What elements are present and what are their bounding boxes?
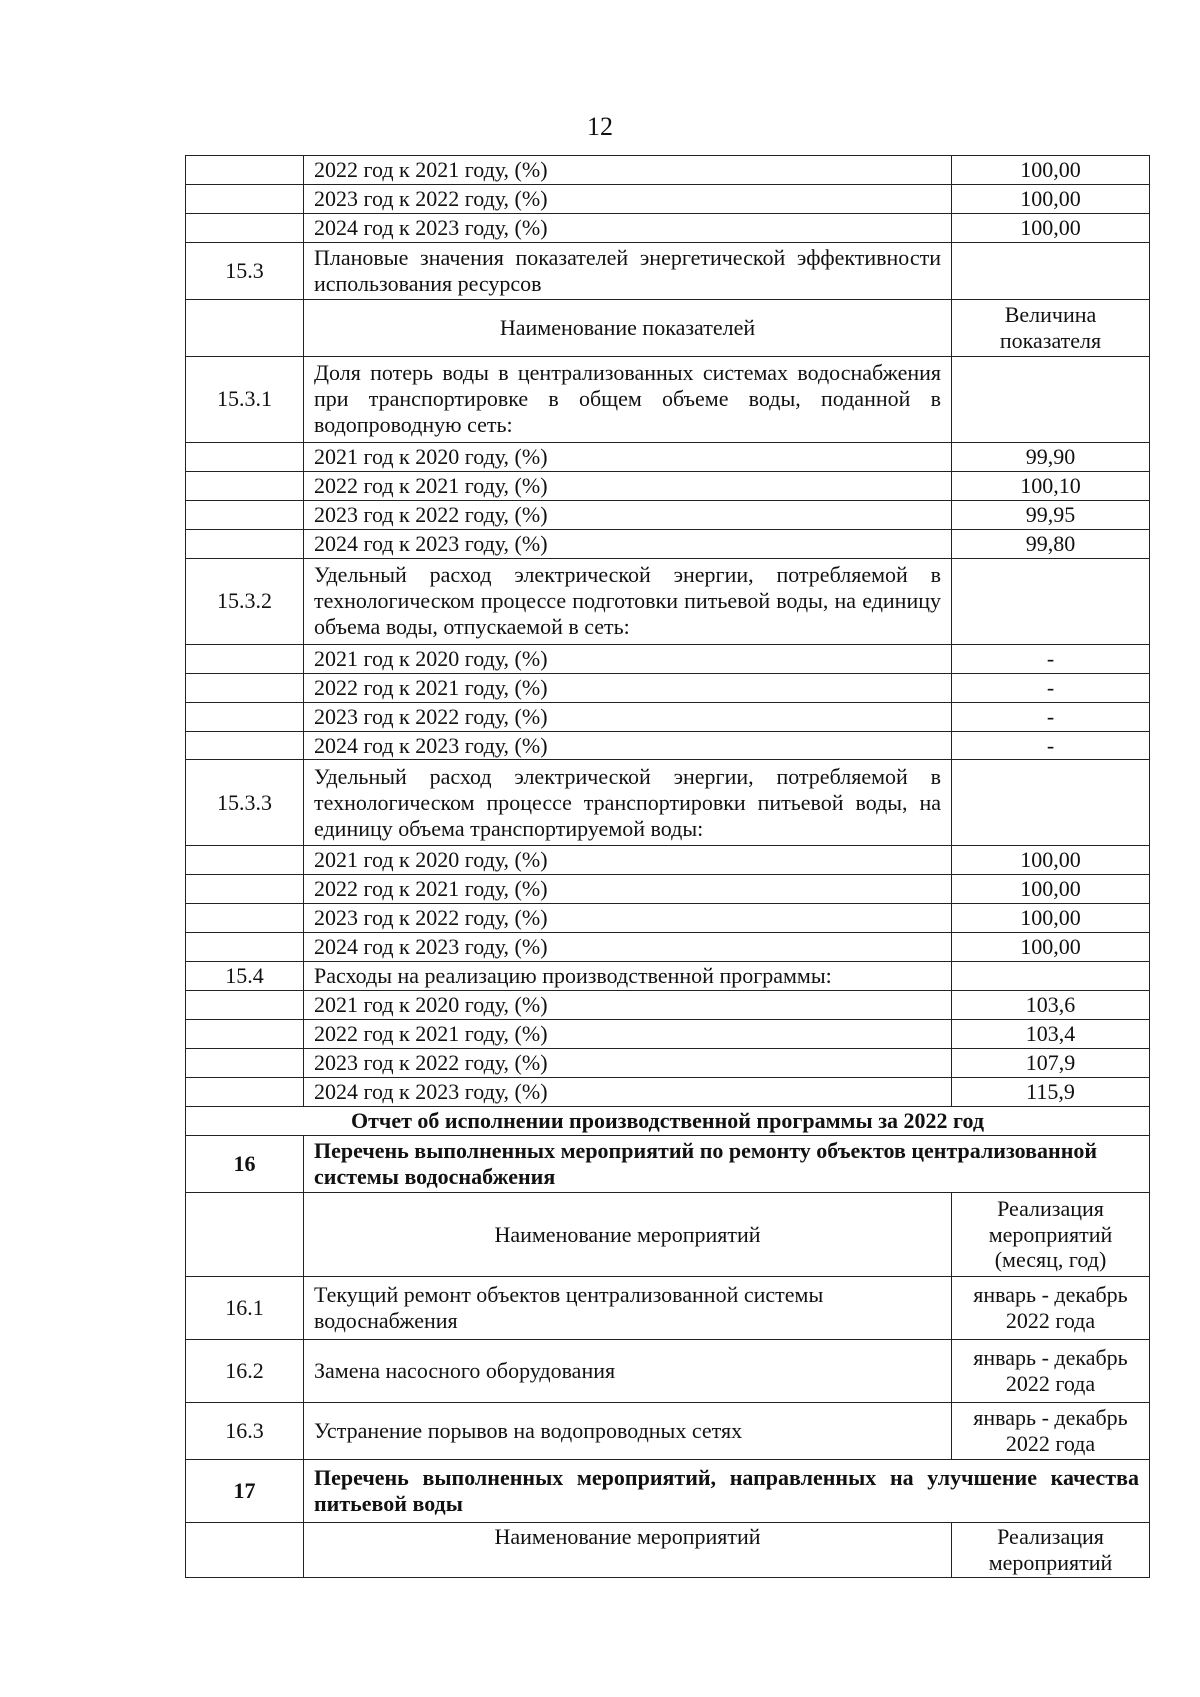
table-row xyxy=(186,731,1150,760)
number-cell xyxy=(186,471,304,500)
section-row xyxy=(186,760,1150,846)
row-value: - xyxy=(952,644,1150,673)
table-row xyxy=(186,184,1150,213)
section-number: 15.3.2 xyxy=(186,558,304,644)
column-header-value: Реализация мероприятий xyxy=(952,1523,1150,1578)
section-number: 15.3.1 xyxy=(186,356,304,442)
header-row xyxy=(186,1193,1150,1277)
number-cell xyxy=(186,184,304,213)
empty-cell xyxy=(952,242,1150,299)
table-row xyxy=(186,442,1150,471)
number-cell xyxy=(186,213,304,242)
column-header-name: Наименование мероприятий xyxy=(304,1523,952,1578)
row-value: 100,10 xyxy=(952,471,1150,500)
header-row xyxy=(186,1523,1150,1578)
empty-cell xyxy=(952,356,1150,442)
section-number: 15.3.3 xyxy=(186,760,304,846)
item-name: Текущий ремонт объектов централизованной системы водоснабжения xyxy=(304,1277,952,1340)
row-value: 103,6 xyxy=(952,991,1150,1020)
header-row xyxy=(186,299,1150,356)
number-cell xyxy=(186,156,304,185)
row-label: 2023 год к 2022 году, (%) xyxy=(304,1049,952,1078)
page-number: 12 xyxy=(587,112,613,141)
row-value: 99,95 xyxy=(952,500,1150,529)
row-label: 2024 год к 2023 году, (%) xyxy=(304,529,952,558)
row-value: 103,4 xyxy=(952,1020,1150,1049)
row-label: 2023 год к 2022 году, (%) xyxy=(304,184,952,213)
section-number: 15.3 xyxy=(186,242,304,299)
report-title: Отчет об исполнении производственной программы за 2022 год xyxy=(186,1107,1150,1136)
empty-cell xyxy=(952,962,1150,991)
number-cell xyxy=(186,644,304,673)
item-number: 16.1 xyxy=(186,1277,304,1340)
empty-cell xyxy=(186,1523,304,1578)
column-header-name: Наименование показателей xyxy=(304,299,952,356)
row-label: 2021 год к 2020 году, (%) xyxy=(304,442,952,471)
table-row xyxy=(186,529,1150,558)
row-value: 100,00 xyxy=(952,213,1150,242)
table-row xyxy=(186,471,1150,500)
section-row xyxy=(186,962,1150,991)
row-value: 100,00 xyxy=(952,846,1150,875)
table-row xyxy=(186,904,1150,933)
row-label: 2022 год к 2021 году, (%) xyxy=(304,875,952,904)
row-label: 2022 год к 2021 году, (%) xyxy=(304,1020,952,1049)
number-cell xyxy=(186,500,304,529)
section-title: Доля потерь воды в централизованных системах водоснабжения при транспортировке в общем объеме воды, поданной в водопроводную сеть: xyxy=(304,356,952,442)
row-value: - xyxy=(952,673,1150,702)
section-number: 16 xyxy=(186,1136,304,1193)
item-number: 16.2 xyxy=(186,1340,304,1403)
indicator-table xyxy=(185,155,1150,1578)
section-row xyxy=(186,242,1150,299)
number-cell xyxy=(186,702,304,731)
row-value: 100,00 xyxy=(952,156,1150,185)
column-header-value: Величина показателя xyxy=(952,299,1150,356)
row-value: 99,80 xyxy=(952,529,1150,558)
item-number: 16.3 xyxy=(186,1403,304,1460)
number-cell xyxy=(186,846,304,875)
table-row xyxy=(186,500,1150,529)
row-label: 2024 год к 2023 году, (%) xyxy=(304,731,952,760)
table-row xyxy=(186,846,1150,875)
number-cell xyxy=(186,991,304,1020)
number-cell xyxy=(186,933,304,962)
table-row xyxy=(186,1277,1150,1340)
row-label: 2023 год к 2022 году, (%) xyxy=(304,500,952,529)
empty-cell xyxy=(186,1193,304,1277)
empty-cell xyxy=(186,299,304,356)
section-number: 15.4 xyxy=(186,962,304,991)
section-row xyxy=(186,356,1150,442)
table-row xyxy=(186,673,1150,702)
empty-cell xyxy=(952,760,1150,846)
row-label: 2022 год к 2021 году, (%) xyxy=(304,156,952,185)
item-period: январь - декабрь 2022 года xyxy=(952,1403,1150,1460)
section-row xyxy=(186,558,1150,644)
row-label: 2021 год к 2020 году, (%) xyxy=(304,991,952,1020)
row-label: 2024 год к 2023 году, (%) xyxy=(304,933,952,962)
number-cell xyxy=(186,529,304,558)
row-label: 2022 год к 2021 году, (%) xyxy=(304,471,952,500)
column-header-name: Наименование мероприятий xyxy=(304,1193,952,1277)
table-row xyxy=(186,1049,1150,1078)
table-row xyxy=(186,213,1150,242)
table-row xyxy=(186,875,1150,904)
table-row xyxy=(186,933,1150,962)
number-cell xyxy=(186,1078,304,1107)
row-label: 2022 год к 2021 году, (%) xyxy=(304,673,952,702)
item-name: Устранение порывов на водопроводных сетях xyxy=(304,1403,952,1460)
section-title: Плановые значения показателей энергетической эффективности использования ресурсов xyxy=(304,242,952,299)
item-name: Замена насосного оборудования xyxy=(304,1340,952,1403)
number-cell xyxy=(186,673,304,702)
table-row xyxy=(186,1340,1150,1403)
number-cell xyxy=(186,1020,304,1049)
section-row xyxy=(186,1136,1150,1193)
row-label: 2021 год к 2020 году, (%) xyxy=(304,644,952,673)
row-value: 115,9 xyxy=(952,1078,1150,1107)
row-label: 2023 год к 2022 году, (%) xyxy=(304,904,952,933)
row-value: 100,00 xyxy=(952,933,1150,962)
row-value: 100,00 xyxy=(952,875,1150,904)
row-value: - xyxy=(952,731,1150,760)
row-label: 2024 год к 2023 году, (%) xyxy=(304,1078,952,1107)
number-cell xyxy=(186,875,304,904)
empty-cell xyxy=(952,558,1150,644)
row-value: 100,00 xyxy=(952,184,1150,213)
row-label: 2021 год к 2020 году, (%) xyxy=(304,846,952,875)
number-cell xyxy=(186,1049,304,1078)
row-label: 2024 год к 2023 году, (%) xyxy=(304,213,952,242)
section-row xyxy=(186,1460,1150,1523)
section-title: Перечень выполненных мероприятий по ремонту объектов централизованной системы водоснабжения xyxy=(304,1136,1150,1193)
number-cell xyxy=(186,904,304,933)
table-row xyxy=(186,991,1150,1020)
item-period: январь - декабрь 2022 года xyxy=(952,1277,1150,1340)
row-value: - xyxy=(952,702,1150,731)
number-cell xyxy=(186,731,304,760)
row-value: 100,00 xyxy=(952,904,1150,933)
section-title: Удельный расход электрической энергии, потребляемой в технологическом процессе транспортировки питьевой воды, на единицу объема транспортируемой воды: xyxy=(304,760,952,846)
number-cell xyxy=(186,442,304,471)
item-period: январь - декабрь 2022 года xyxy=(952,1340,1150,1403)
row-value: 99,90 xyxy=(952,442,1150,471)
table-row xyxy=(186,644,1150,673)
section-title: Перечень выполненных мероприятий, направленных на улучшение качества питьевой воды xyxy=(304,1460,1150,1523)
row-label: 2023 год к 2022 году, (%) xyxy=(304,702,952,731)
table-row xyxy=(186,1078,1150,1107)
row-value: 107,9 xyxy=(952,1049,1150,1078)
section-number: 17 xyxy=(186,1460,304,1523)
report-title-row xyxy=(186,1107,1150,1136)
table-row xyxy=(186,1403,1150,1460)
column-header-value: Реализация мероприятий (месяц, год) xyxy=(952,1193,1150,1277)
section-title: Расходы на реализацию производственной программы: xyxy=(304,962,952,991)
table-row xyxy=(186,156,1150,185)
section-title: Удельный расход электрической энергии, потребляемой в технологическом процессе подготовки питьевой воды, на единицу объема воды, отпускаемой в сеть: xyxy=(304,558,952,644)
table-row xyxy=(186,702,1150,731)
table-row xyxy=(186,1020,1150,1049)
